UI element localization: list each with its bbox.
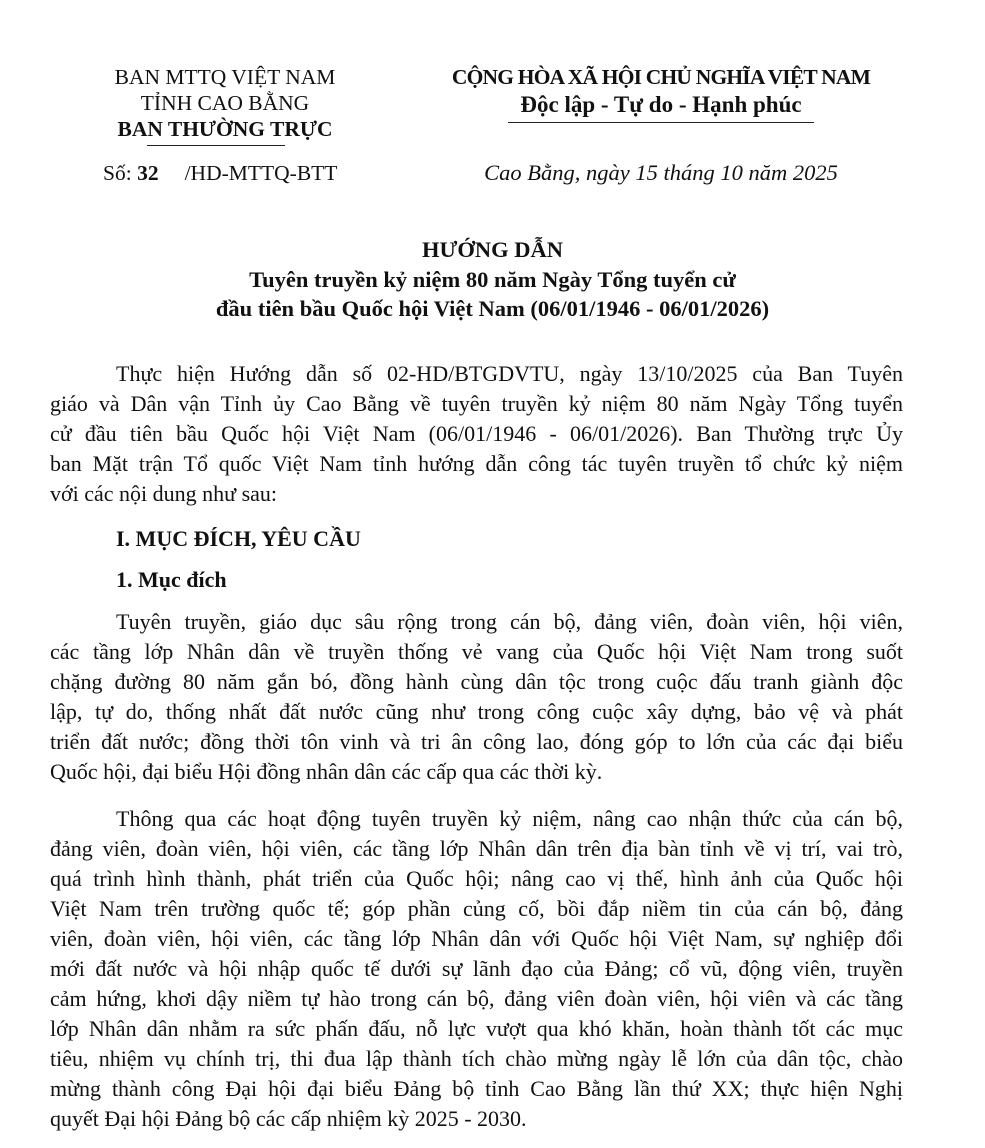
paragraph-line: lập, tự do, thống nhất đất nước cũng như trong công cuộc xây dựng, bảo vệ và phát bbox=[50, 699, 903, 724]
doc-subject-line2: đầu tiên bầu Quốc hội Việt Nam (06/01/1946 - 06/01/2026) bbox=[215, 296, 770, 321]
intro-line: giáo và Dân vận Tỉnh ủy Cao Bằng về tuyên truyền kỷ niệm 80 năm Ngày Tổng tuyển bbox=[50, 391, 903, 416]
org-name-line2: TỈNH CAO BẰNG bbox=[140, 91, 310, 115]
section-heading: I. MỤC ĐÍCH, YÊU CẦU bbox=[116, 526, 361, 551]
place-date: Cao Bằng, ngày 15 tháng 10 năm 2025 bbox=[484, 160, 838, 185]
intro-line: với các nội dung như sau: bbox=[50, 481, 278, 506]
paragraph-line: Quốc hội, đại biểu Hội đồng nhân dân các cấp qua các thời kỳ. bbox=[50, 759, 603, 784]
paragraph-line: tiêu, nhiệm vụ chính trị, thi đua lập thành tích chào mừng ngày lễ lớn của dân tộc, chào bbox=[50, 1046, 903, 1071]
doc-type-title: HƯỚNG DẪN bbox=[421, 237, 564, 262]
paragraph-line: cảm hứng, khơi dậy niềm tự hào trong cán bộ, đảng viên đoàn viên, hội viên và các tầng bbox=[50, 986, 903, 1011]
org-name-line3: BAN THƯỜNG TRỰC bbox=[117, 117, 333, 141]
intro-line: ban Mặt trận Tổ quốc Việt Nam tỉnh hướng dẫn công tác tuyên truyền tổ chức kỷ niệm bbox=[50, 451, 903, 476]
paragraph-line: mừng thành công Đại hội đại biểu Đảng bộ tỉnh Cao Bằng lần thứ XX; thực hiện Nghị bbox=[50, 1076, 903, 1101]
document-number bbox=[103, 160, 337, 186]
doc-subject-line1: Tuyên truyền kỷ niệm 80 năm Ngày Tổng tuyển cử bbox=[249, 267, 736, 292]
intro-line: Thực hiện Hướng dẫn số 02-HD/BTGDVTU, ngày 13/10/2025 của Ban Tuyên bbox=[116, 361, 903, 386]
subsection-heading: 1. Mục đích bbox=[116, 567, 227, 592]
paragraph-line: lớp Nhân dân nhằm ra sức phấn đấu, nỗ lực vượt qua khó khăn, hoàn thành tốt các mục bbox=[50, 1016, 903, 1041]
number-suffix: /HD-MTTQ-BTT bbox=[184, 161, 338, 185]
intro-line: cử đầu tiên bầu Quốc hội Việt Nam (06/01/1946 - 06/01/2026). Ban Thường trực Ủy bbox=[50, 421, 903, 446]
number-prefix: Số: bbox=[103, 161, 132, 185]
national-title: CỘNG HÒA XÃ HỘI CHỦ NGHĨA VIỆT NAM bbox=[451, 65, 871, 89]
paragraph-line: các tầng lớp Nhân dân về truyền thống vẻ vang của Quốc hội Việt Nam trong suốt bbox=[50, 639, 903, 664]
paragraph-line: quá trình hình thành, phát triển của Quốc hội; nâng cao vị thế, hình ảnh của Quốc hội bbox=[50, 866, 903, 891]
org-name-line1: BAN MTTQ VIỆT NAM bbox=[114, 65, 336, 89]
paragraph-line: mới đất nước và hội nhập quốc tế dưới sự lãnh đạo của Đảng; cổ vũ, động viên, truyền bbox=[50, 956, 903, 981]
paragraph-line: chặng đường 80 năm gắn bó, đồng hành cùng dân tộc trong cuộc đấu tranh giành độc bbox=[50, 669, 903, 694]
number-value: 32 bbox=[137, 161, 159, 185]
paragraph-line: Thông qua các hoạt động tuyên truyền kỷ niệm, nâng cao nhận thức của cán bộ, bbox=[116, 806, 903, 831]
paragraph-line: đảng viên, đoàn viên, hội viên, các tầng lớp Nhân dân trên địa bàn tỉnh về vị trí, vai trò, bbox=[50, 836, 903, 861]
paragraph-line: triển đất nước; đồng thời tôn vinh và tri ân công lao, đóng góp to lớn của các đại biểu bbox=[50, 729, 903, 754]
paragraph-line: viên, đoàn viên, hội viên, các tầng lớp Nhân dân với Quốc hội Việt Nam, sự nghiệp đổi bbox=[50, 926, 903, 951]
paragraph-line: Tuyên truyền, giáo dục sâu rộng trong cán bộ, đảng viên, đoàn viên, hội viên, bbox=[116, 609, 903, 634]
paragraph-line: Việt Nam trên trường quốc tế; góp phần củng cố, bồi đắp niềm tin của cán bộ, đảng bbox=[50, 896, 903, 921]
national-motto: Độc lập - Tự do - Hạnh phúc bbox=[520, 92, 802, 117]
org-underline bbox=[147, 145, 285, 146]
motto-underline bbox=[508, 122, 814, 123]
paragraph-line: quyết Đại hội Đảng bộ các cấp nhiệm kỳ 2025 - 2030. bbox=[50, 1106, 527, 1131]
